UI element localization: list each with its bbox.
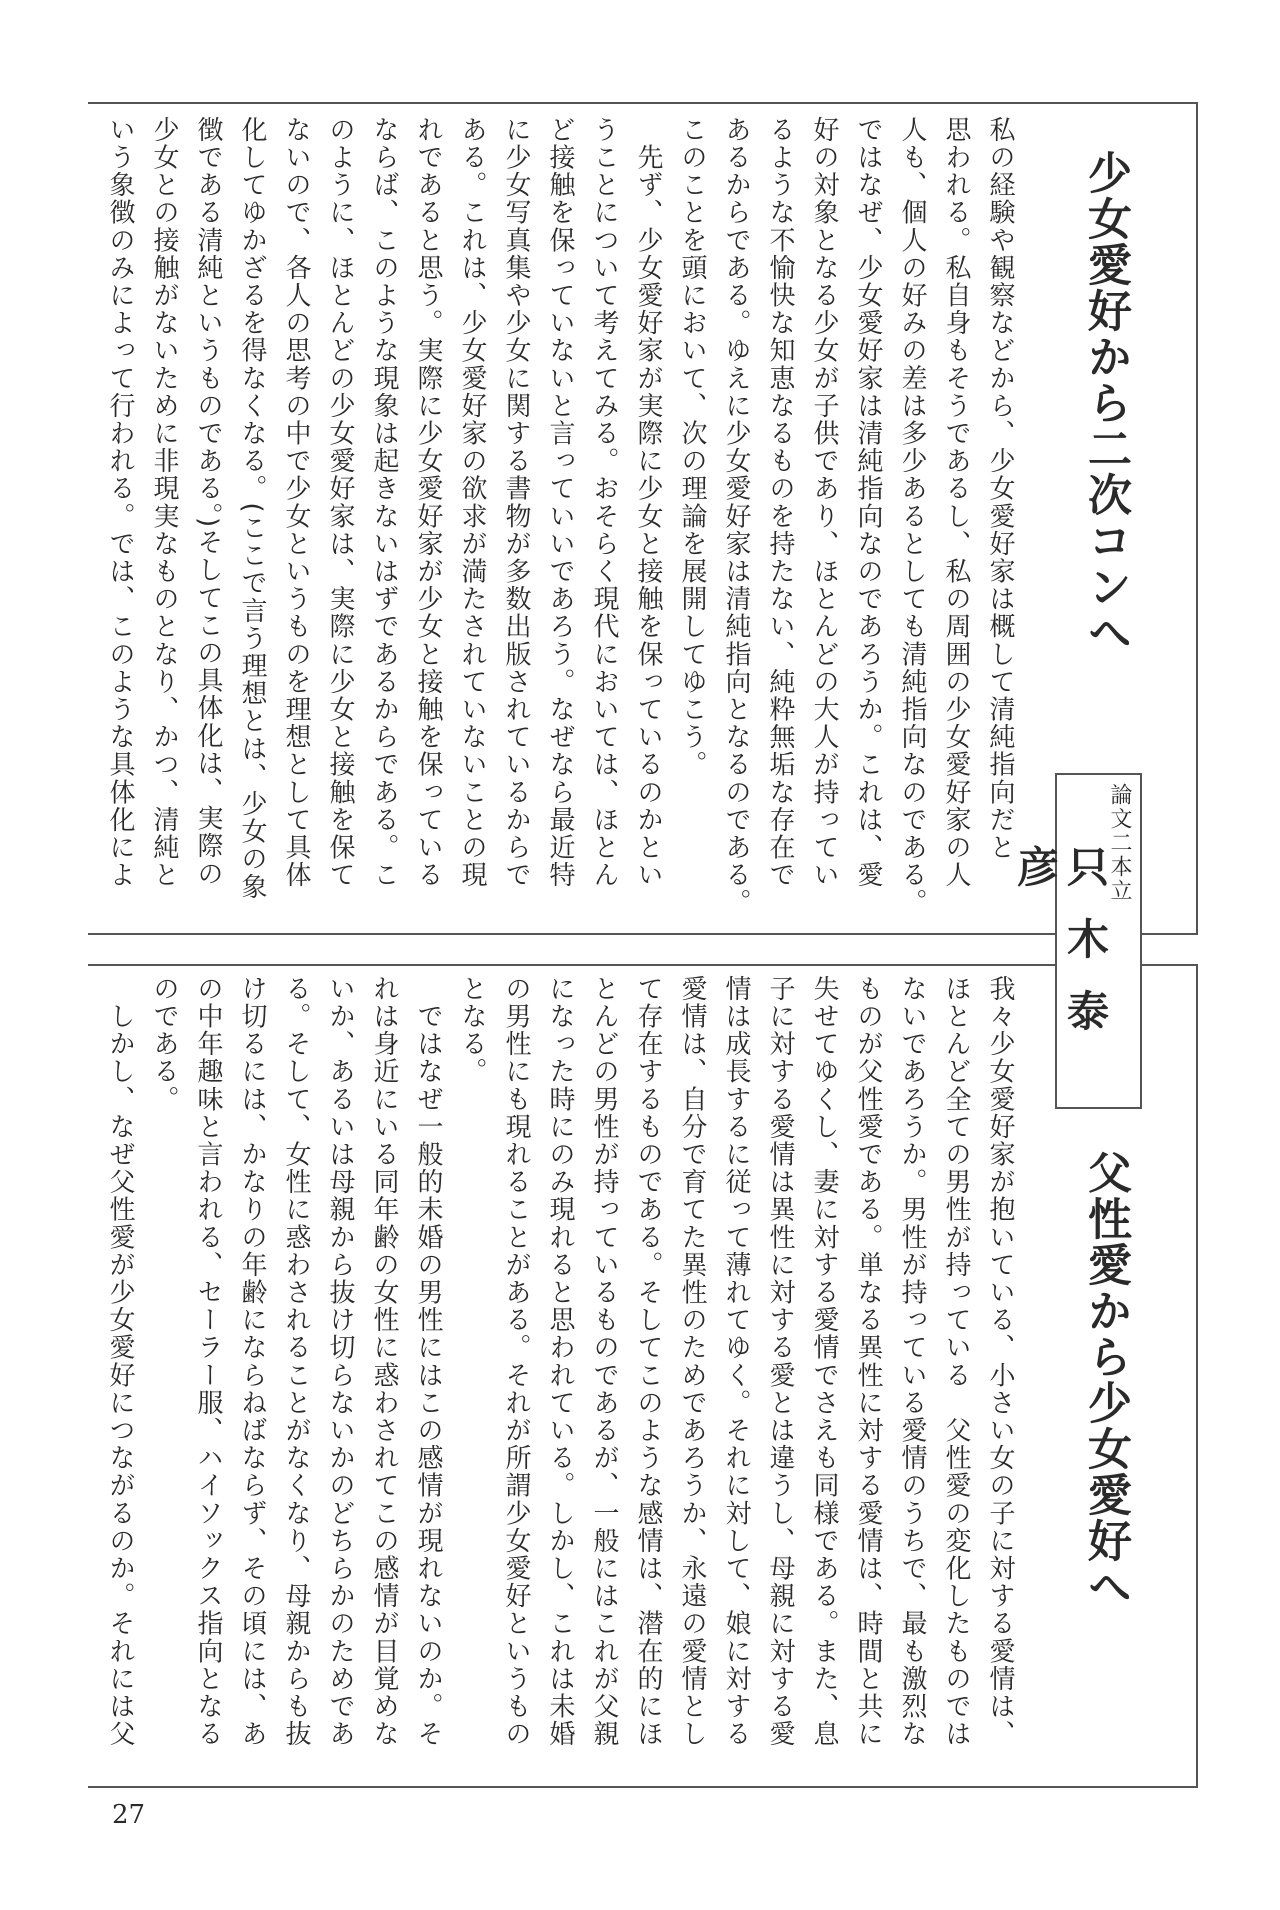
byline-label: 論文二本立 [1107,783,1132,903]
text-column: 思われる。私自身もそうであるし、私の周囲の少女愛好家の人 [941,116,971,889]
text-column: このことを頭において、次の理論を展開してゆこう。 [677,116,707,779]
text-column: れは身近にいる同年齢の女性に惑わされてこの感情が目覚めな [369,975,399,1748]
text-column: て存在するものである。そしてこのような感情は、潜在的にほ [633,975,663,1748]
text-column: になった時にのみ現れると思われている。しかし、これは未婚 [545,975,575,1748]
section1-body [98,116,1022,931]
section2-body [98,975,1022,1785]
section2-title: 父性愛から少女愛好へ [1080,1150,1131,1610]
text-column: 失せてゆくし、妻に対する愛情でさえも同様である。また、息 [809,975,839,1748]
text-column: とんどの男性が持っているものであるが、一般にはこれが父親 [589,975,619,1748]
text-column: いう象徴のみによって行われる。では、このような具体化によ [105,116,135,889]
text-column: 徴である清純というものである。)そしてこの具体化は、実際の [193,116,223,888]
text-column: 好の対象となる少女が子供であり、ほとんどの大人が持ってい [809,116,839,889]
text-column: 愛情は、自分で育てた異性のためであろうか、永遠の愛情とし [677,975,707,1748]
text-column: 情は成長するに従って薄れてゆく。それに対して、娘に対する [721,975,751,1748]
text-column: うことについて考えてみる。おそらく現代においては、ほとん [589,116,619,889]
bottom-rule [88,1786,1198,1788]
top-rule [88,102,1198,104]
text-column: に少女写真集や少女に関する書物が多数出版されているからで [501,116,531,889]
byline-box [1011,773,1142,1109]
text-column: ほとんど全ての男性が持っている 父性愛の変化したものでは [941,975,971,1748]
text-column: る。そして、女性に惑わされることがなくなり、母親からも抜 [281,975,311,1748]
section1-right-rule [1196,102,1198,935]
text-column: ではなぜ一般的未婚の男性にはこの感情が現れないのか。そ [413,975,443,1748]
author-name: 只木泰彦 [1011,845,1110,1061]
text-column: となる。 [457,975,487,1086]
text-column: 私の経験や観察などから、少女愛好家は概して清純指向だと [985,116,1015,862]
text-column: 我々少女愛好家が抱いている、小さい女の子に対する愛情は、 [985,975,1015,1748]
text-column: け切るには、かなりの年齢にならねばならず、その頃には、あ [237,975,267,1748]
text-column: 化してゆかざるを得なくなる。(ここで言う理想とは、少女の象 [237,116,267,901]
text-column: の男性にも現れることがある。それが所謂少女愛好というもの [501,975,531,1748]
page-number: 27 [112,1800,146,1830]
text-column: ないので、各人の思考の中で少女というものを理想として具体 [281,116,311,889]
text-column: ではなぜ、少女愛好家は清純指向なのであろうか。これは、愛 [853,116,883,889]
text-column: のである。 [149,975,179,1113]
text-column: ど接触を保っていないと言っていいであろう。なぜなら最近特 [545,116,575,889]
text-column: の中年趣味と言われる、セーラー服、ハイソックス指向となる [193,975,223,1748]
text-column: いか、あるいは母親から抜け切らないかのどちらかのためであ [325,975,355,1748]
text-column: 人も、個人の好みの差は多少あるとしても清純指向なのである。 [897,116,927,917]
text-column: 先ず、少女愛好家が実際に少女と接触を保っているのかとい [633,116,663,889]
text-column: のように、ほとんどの少女愛好家は、実際に少女と接触を保て [325,116,355,889]
text-column: ないであろうか。男性が持っている愛情のうちで、最も激烈な [897,975,927,1748]
text-column: 子に対する愛情は異性に対する愛とは違うし、母親に対する愛 [765,975,795,1748]
text-column: あるからである。ゆえに少女愛好家は清純指向となるのである。 [721,116,751,917]
section1-title: 少女愛好から二次コンへ [1080,150,1131,656]
text-column: ならば、このような現象は起きないはずであるからである。こ [369,116,399,889]
section2-right-rule [1196,964,1198,1788]
text-column: しかし、なぜ父性愛が少女愛好につながるのか。それには父 [105,975,135,1748]
text-column: ものが父性愛である。単なる異性に対する愛情は、時間と共に [853,975,883,1748]
text-column: るような不愉快な知恵なるものを持たない、純粋無垢な存在で [765,116,795,889]
text-column: 少女との接触がないために非現実なものとなり、かつ、清純と [149,116,179,889]
text-column: れであると思う。実際に少女愛好家が少女と接触を保っている [413,116,443,889]
text-column: ある。これは、少女愛好家の欲求が満たされていないことの現 [457,116,487,889]
